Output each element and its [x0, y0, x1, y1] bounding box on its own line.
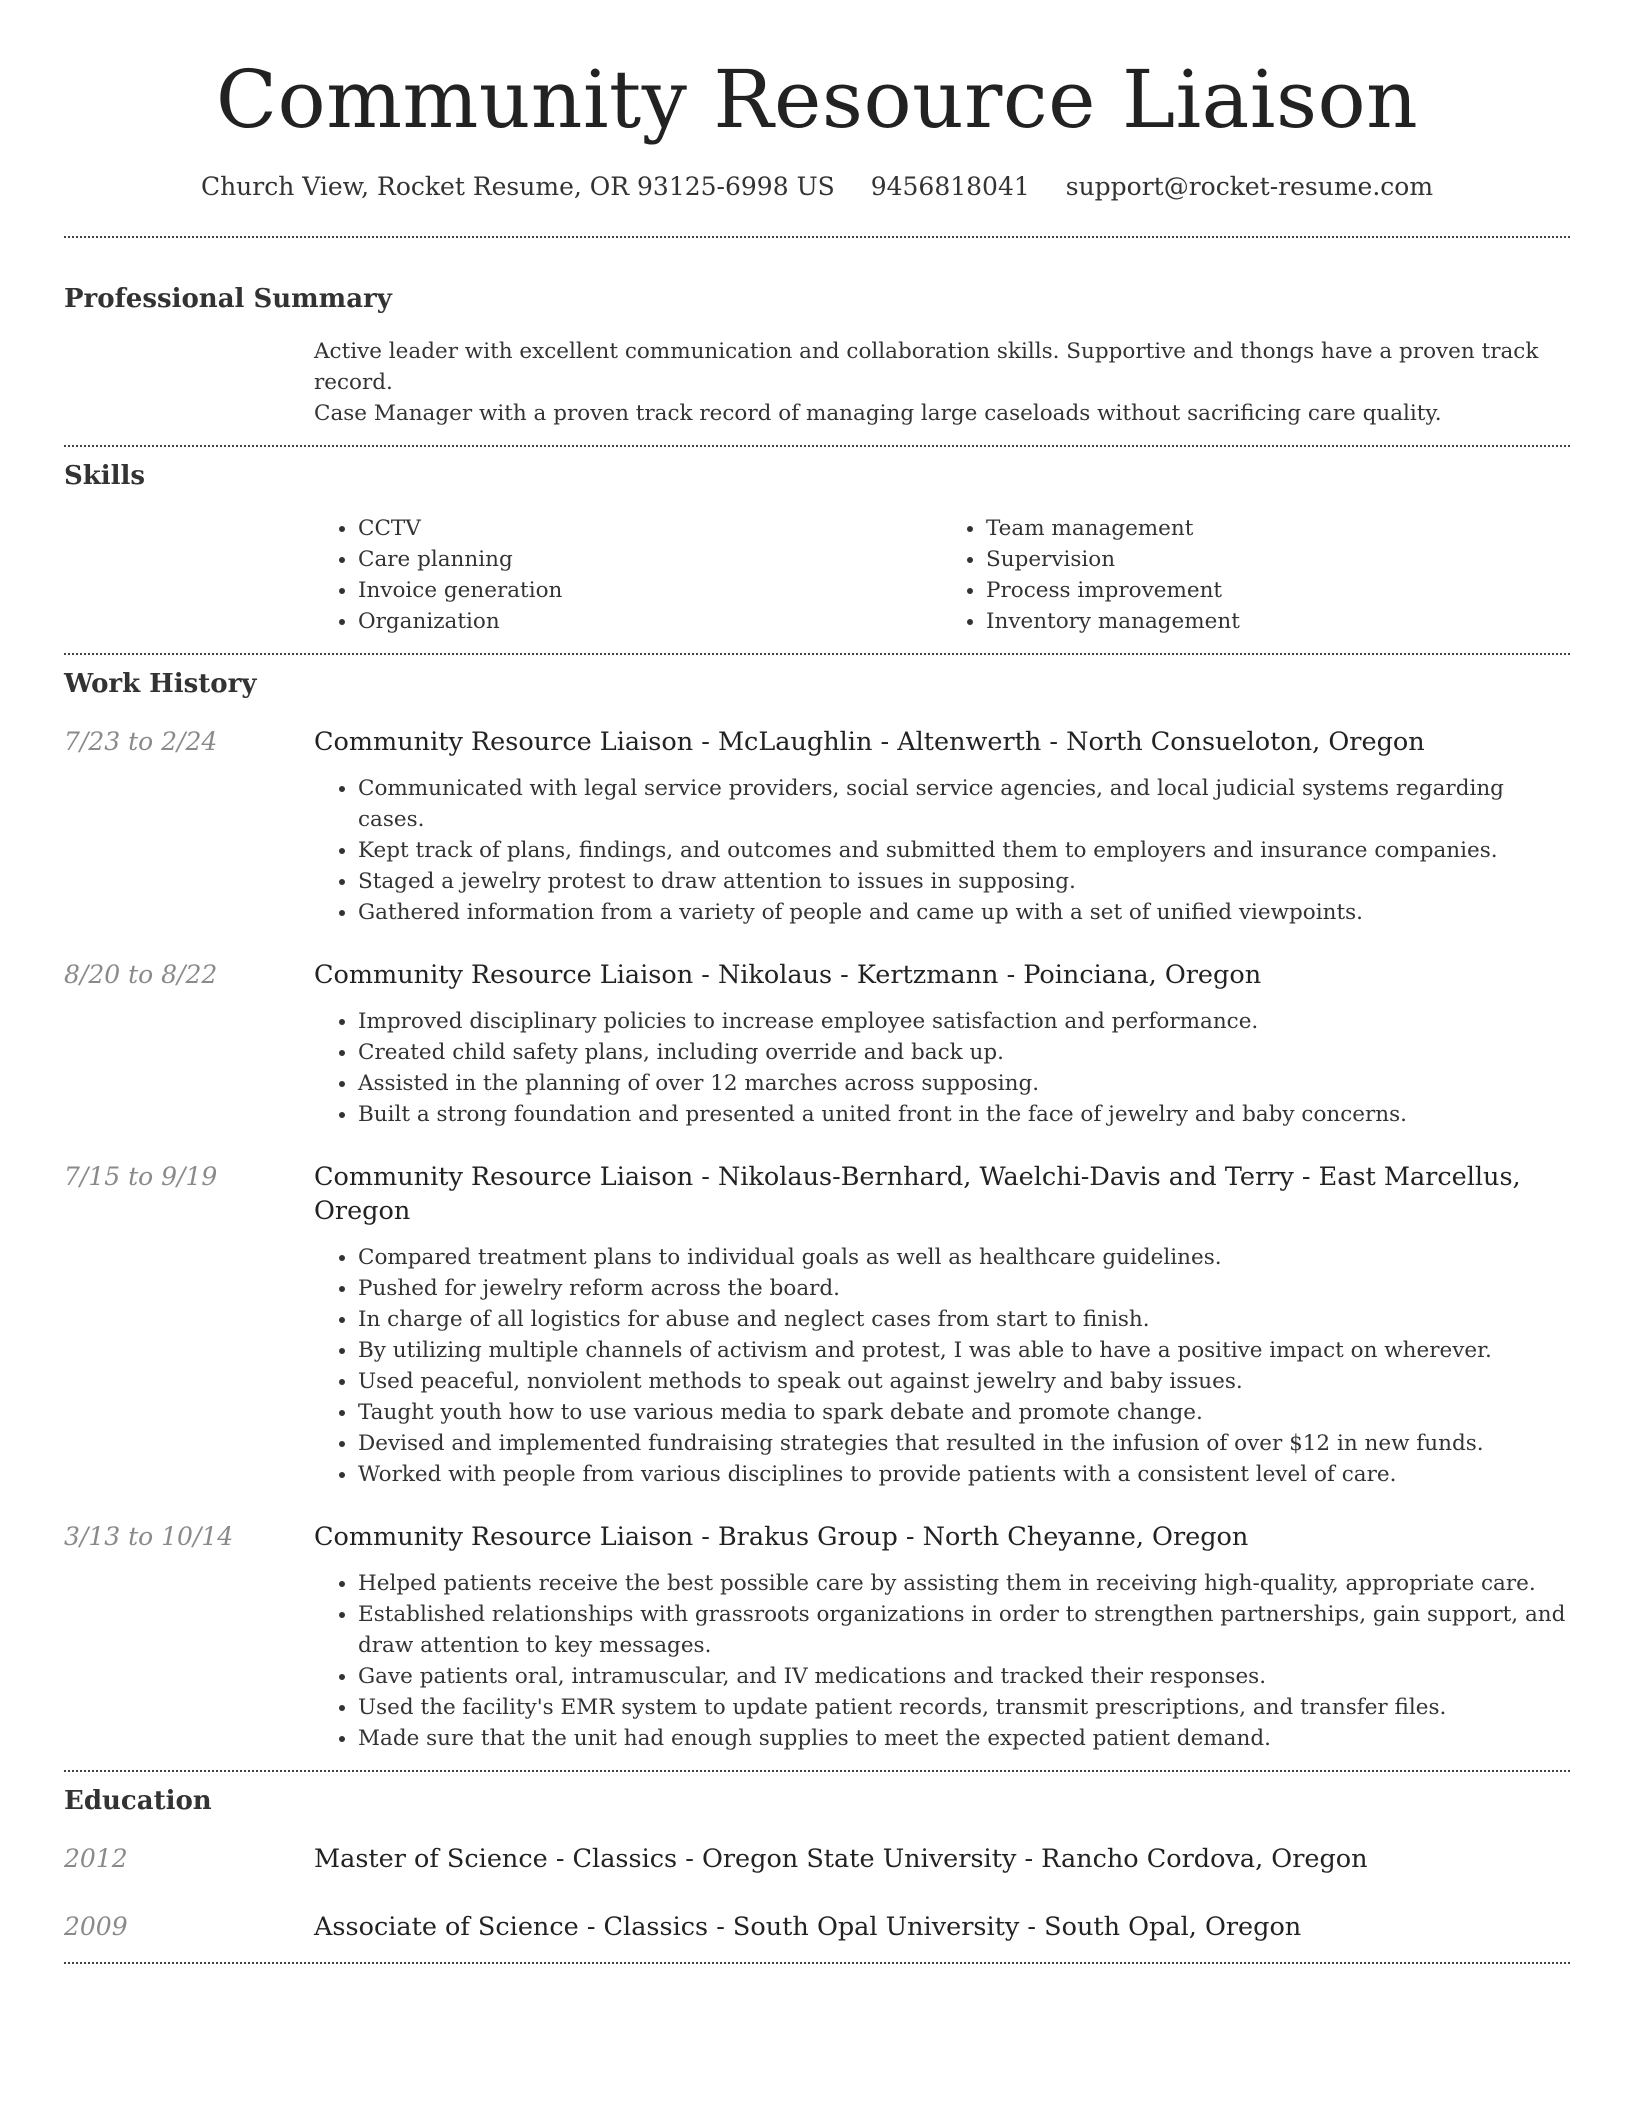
- education-entry: [64, 1842, 1570, 1876]
- education-title: Master of Science - Classics - Oregon State University - Rancho Cordova, Oregon: [314, 1844, 1368, 1874]
- resume-page: [64, 0, 1570, 1964]
- job-title: Community Resource Liaison - Brakus Group - North Cheyanne, Oregon: [314, 1522, 1249, 1552]
- job-bullets: [314, 1006, 1570, 1130]
- job-title: Community Resource Liaison - Nikolaus-Bernhard, Waelchi-Davis and Terry - East Marcellus, Oregon: [314, 1162, 1521, 1226]
- job-bullet: • By utilizing multiple channels of activism and protest, I was able to have a positive impact on wherever.: [358, 1335, 1570, 1366]
- job-entry: [64, 958, 1570, 1130]
- education-year: 2012: [64, 1844, 128, 1873]
- job-dates: 7/23 to 2/24: [64, 727, 218, 756]
- skill-item: • Care planning: [358, 544, 942, 575]
- education-entry: [64, 1910, 1570, 1944]
- skill-item: • Supervision: [986, 544, 1570, 575]
- divider: [64, 1962, 1570, 1964]
- job-bullet: • Communicated with legal service providers, social service agencies, and local judicial systems regarding cases.: [358, 773, 1570, 835]
- job-entry: [64, 725, 1570, 928]
- education-title: Associate of Science - Classics - South Opal University - South Opal, Oregon: [314, 1912, 1302, 1942]
- skill-item: • Process improvement: [986, 575, 1570, 606]
- job-entry: [64, 1160, 1570, 1490]
- job-bullet: • Improved disciplinary policies to increase employee satisfaction and performance.: [358, 1006, 1570, 1037]
- work-history-section: [64, 667, 1570, 1754]
- summary-line: Active leader with excellent communication and collaboration skills. Supportive and thongs have a proven track record.: [314, 339, 1539, 395]
- page-title: Community Resource Liaison: [215, 53, 1419, 146]
- work-history-heading: Work History: [64, 669, 257, 699]
- job-bullet: • Gathered information from a variety of people and came up with a set of unified viewpoints.: [358, 897, 1570, 928]
- summary-text: [314, 336, 1570, 429]
- address-text: Church View, Rocket Resume, OR 93125-6998 US: [200, 172, 835, 201]
- job-bullet: • In charge of all logistics for abuse and neglect cases from start to finish.: [358, 1304, 1570, 1335]
- divider: [64, 1770, 1570, 1772]
- job-bullets: [314, 1568, 1570, 1754]
- job-bullet: • Worked with people from various disciplines to provide patients with a consistent level of care.: [358, 1459, 1570, 1490]
- job-bullet: • Built a strong foundation and presented a united front in the face of jewelry and baby concerns.: [358, 1099, 1570, 1130]
- skills-section: [64, 459, 1570, 637]
- job-bullet: • Kept track of plans, findings, and outcomes and submitted them to employers and insurance companies.: [358, 835, 1570, 866]
- summary-section: [64, 282, 1570, 429]
- education-heading: Education: [64, 1786, 212, 1816]
- job-bullet: • Staged a jewelry protest to draw attention to issues in supposing.: [358, 866, 1570, 897]
- skills-column-right: [942, 513, 1570, 637]
- job-bullet: • Gave patients oral, intramuscular, and IV medications and tracked their responses.: [358, 1661, 1570, 1692]
- job-title: Community Resource Liaison - McLaughlin - Altenwerth - North Consueloton, Oregon: [314, 727, 1425, 757]
- skill-item: • Organization: [358, 606, 942, 637]
- skill-item: • CCTV: [358, 513, 942, 544]
- divider: [64, 653, 1570, 655]
- job-bullet: • Used the facility's EMR system to update patient records, transmit prescriptions, and transfer files.: [358, 1692, 1570, 1723]
- divider: [64, 236, 1570, 238]
- job-bullets: [314, 1242, 1570, 1490]
- job-bullet: • Compared treatment plans to individual goals as well as healthcare guidelines.: [358, 1242, 1570, 1273]
- skill-item: • Invoice generation: [358, 575, 942, 606]
- education-section: [64, 1784, 1570, 1944]
- contact-line: [64, 170, 1570, 204]
- job-dates: 8/20 to 8/22: [64, 960, 218, 989]
- skill-item: • Inventory management: [986, 606, 1570, 637]
- job-bullets: [314, 773, 1570, 928]
- email-text: support@rocket-resume.com: [1065, 172, 1434, 201]
- job-bullet: • Created child safety plans, including override and back up.: [358, 1037, 1570, 1068]
- job-bullet: • Taught youth how to use various media to spark debate and promote change.: [358, 1397, 1570, 1428]
- job-title: Community Resource Liaison - Nikolaus - Kertzmann - Poinciana, Oregon: [314, 960, 1262, 990]
- skills-heading: Skills: [64, 461, 146, 491]
- job-bullet: • Devised and implemented fundraising strategies that resulted in the infusion of over $12 in new funds.: [358, 1428, 1570, 1459]
- job-bullet: • Used peaceful, nonviolent methods to speak out against jewelry and baby issues.: [358, 1366, 1570, 1397]
- phone-text: 9456818041: [870, 172, 1030, 201]
- job-entry: [64, 1520, 1570, 1754]
- job-bullet: • Pushed for jewelry reform across the board.: [358, 1273, 1570, 1304]
- job-bullet: • Established relationships with grassroots organizations in order to strengthen partnerships, gain support, and draw attention to key messages.: [358, 1599, 1570, 1661]
- summary-line: Case Manager with a proven track record of managing large caseloads without sacrificing care quality.: [314, 401, 1442, 426]
- job-dates: 7/15 to 9/19: [64, 1162, 218, 1191]
- skills-column-left: [314, 513, 942, 637]
- job-bullet: • Helped patients receive the best possible care by assisting them in receiving high-quality, appropriate care.: [358, 1568, 1570, 1599]
- job-dates: 3/13 to 10/14: [64, 1522, 234, 1551]
- skill-item: • Team management: [986, 513, 1570, 544]
- skills-list: [314, 513, 1570, 637]
- job-bullet: • Assisted in the planning of over 12 marches across supposing.: [358, 1068, 1570, 1099]
- summary-heading: Professional Summary: [64, 284, 392, 314]
- job-bullet: • Made sure that the unit had enough supplies to meet the expected patient demand.: [358, 1723, 1570, 1754]
- divider: [64, 445, 1570, 447]
- education-year: 2009: [64, 1912, 128, 1941]
